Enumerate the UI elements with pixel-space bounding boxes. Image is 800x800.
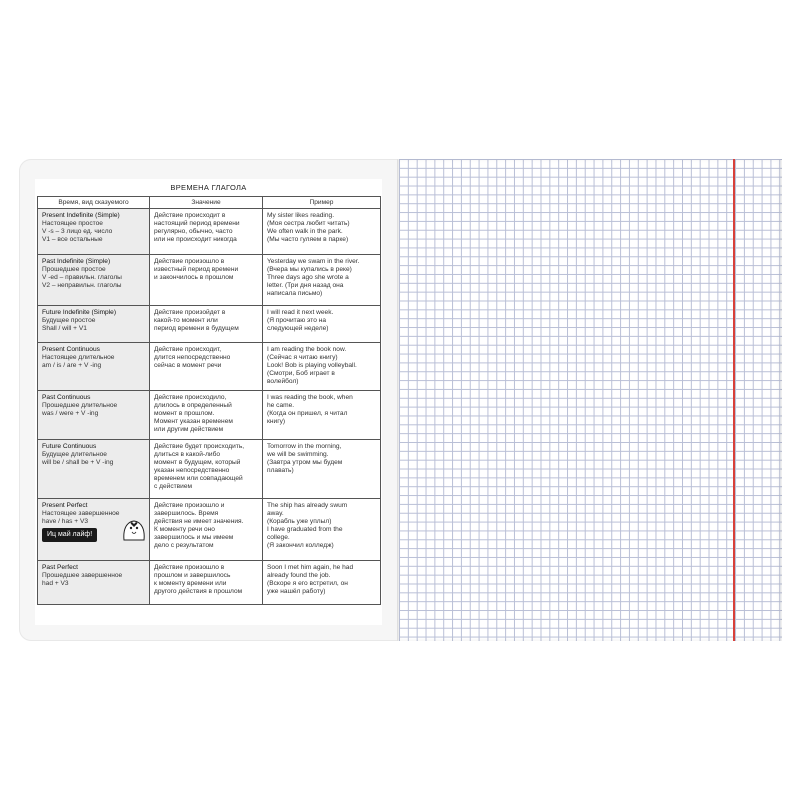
meaning-line: прошлом и завершилось bbox=[154, 572, 231, 579]
example-line: Yesterday we swam in the river. bbox=[267, 258, 360, 265]
example-line: плавать) bbox=[267, 467, 294, 474]
table-row bbox=[38, 343, 381, 391]
table-row bbox=[38, 561, 381, 605]
meaning-line: Действие будет происходить, bbox=[154, 443, 245, 450]
example-line: (Моя сестра любит читать) bbox=[267, 220, 350, 227]
example-cell bbox=[263, 209, 381, 255]
meaning-line: длиться в какой-либо bbox=[154, 451, 221, 458]
meaning-line: с действием bbox=[154, 483, 193, 490]
example-line: away. bbox=[267, 510, 284, 517]
example-line: волейбол) bbox=[267, 378, 299, 385]
tense-name: Present Indefinite (Simple) bbox=[42, 212, 120, 219]
meaning-line: сейчас в момент речи bbox=[154, 362, 222, 369]
header-tense: Время, вид сказуемого bbox=[38, 197, 150, 209]
meaning-cell bbox=[150, 499, 263, 561]
example-line: we will be swimming. bbox=[267, 451, 329, 458]
tense-formula: V1 – все остальные bbox=[42, 236, 103, 243]
tense-formula: V -s – 3 лицо ед. число bbox=[42, 228, 113, 235]
meaning-line: какой-то момент или bbox=[154, 317, 218, 324]
meaning-line: Действие произошло и bbox=[154, 502, 225, 509]
meaning-line: момент в будущем, который bbox=[154, 459, 241, 466]
meaning-line: другого действия в прошлом bbox=[154, 588, 243, 595]
example-line: I will read it next week. bbox=[267, 309, 334, 316]
example-line: college. bbox=[267, 534, 290, 541]
table-row bbox=[38, 306, 381, 343]
tense-formula: will be / shall be + V -ing bbox=[42, 459, 114, 466]
verb-tenses-table bbox=[37, 196, 381, 605]
example-line: already found the job. bbox=[267, 572, 331, 579]
tense-formula: was / were + V -ing bbox=[42, 410, 99, 417]
meaning-line: к моменту времени или bbox=[154, 580, 227, 587]
example-line: (Мы часто гуляем в парке) bbox=[267, 236, 349, 243]
meaning-line: указан непосредственно bbox=[154, 467, 230, 474]
tense-formula: have / has + V3 bbox=[42, 518, 89, 525]
meaning-line: Момент указан временем bbox=[154, 418, 233, 425]
tense-formula: Shall / will + V1 bbox=[42, 325, 87, 332]
example-line: уже нашёл работу) bbox=[267, 588, 326, 595]
tense-cell bbox=[38, 255, 150, 306]
meaning-line: Действие происходит в bbox=[154, 212, 226, 219]
meaning-line: длилось в определенный bbox=[154, 402, 232, 409]
example-cell bbox=[263, 343, 381, 391]
grid-page bbox=[399, 159, 782, 641]
meaning-line: завершилось и мы имеем bbox=[154, 534, 234, 541]
meaning-line: К моменту речи оно bbox=[154, 526, 215, 533]
header-example: Пример bbox=[263, 197, 381, 209]
example-line: Look! Bob is playing volleyball. bbox=[267, 362, 357, 369]
mascot-icon bbox=[121, 518, 147, 542]
example-line: (Смотри, Боб играет в bbox=[267, 370, 335, 377]
meaning-line: известный период времени bbox=[154, 266, 239, 273]
example-cell bbox=[263, 561, 381, 605]
tense-formula: am / is / are + V -ing bbox=[42, 362, 102, 369]
example-line: letter. (Три дня назад она bbox=[267, 282, 344, 289]
meaning-cell bbox=[150, 440, 263, 499]
tense-name: Present Continuous bbox=[42, 346, 100, 353]
meaning-line: Действие произошло в bbox=[154, 258, 225, 265]
example-line: (Когда он пришел, я читал bbox=[267, 410, 348, 417]
example-line: Soon I met him again, he had bbox=[267, 564, 354, 571]
example-cell bbox=[263, 499, 381, 561]
notebook-cover-page bbox=[19, 159, 399, 641]
table-row bbox=[38, 440, 381, 499]
meaning-line: Действие произошло в bbox=[154, 564, 225, 571]
tense-formula: had + V3 bbox=[42, 580, 69, 587]
tense-translation: Настоящее завершенное bbox=[42, 510, 120, 517]
example-line: (Я закончил колледж) bbox=[267, 542, 334, 549]
tense-name: Past Perfect bbox=[42, 564, 78, 571]
meaning-line: период времени в будущем bbox=[154, 325, 239, 332]
example-line: I was reading the book, when bbox=[267, 394, 353, 401]
table-row bbox=[38, 499, 381, 561]
example-line: следующей неделе) bbox=[267, 325, 329, 332]
tense-formula: V -ed – правильн. глаголы bbox=[42, 274, 122, 281]
example-line: (Корабль уже уплыл) bbox=[267, 518, 332, 525]
meaning-cell bbox=[150, 343, 263, 391]
tense-translation: Будущее длительное bbox=[42, 451, 107, 458]
example-cell bbox=[263, 391, 381, 440]
example-line: Tomorrow in the morning, bbox=[267, 443, 342, 450]
example-line: Three days ago she wrote a bbox=[267, 274, 349, 281]
grammar-table-sheet bbox=[35, 179, 382, 625]
tense-cell bbox=[38, 306, 150, 343]
meaning-cell bbox=[150, 209, 263, 255]
example-line: написала письмо) bbox=[267, 290, 323, 297]
example-line: My sister likes reading. bbox=[267, 212, 335, 219]
meaning-cell bbox=[150, 391, 263, 440]
meaning-line: дело с результатом bbox=[154, 542, 214, 549]
example-line: книгу) bbox=[267, 418, 286, 425]
tense-translation: Прошедшее простое bbox=[42, 266, 106, 273]
tense-cell bbox=[38, 561, 150, 605]
tense-translation: Настоящее простое bbox=[42, 220, 103, 227]
tense-name: Future Indefinite (Simple) bbox=[42, 309, 117, 316]
example-line: (Завтра утром мы будем bbox=[267, 459, 343, 466]
example-line: (Я прочитаю это на bbox=[267, 317, 327, 324]
red-margin-line bbox=[733, 159, 735, 641]
example-cell bbox=[263, 306, 381, 343]
tense-cell bbox=[38, 391, 150, 440]
meaning-line: действия не имеет значения. bbox=[154, 518, 244, 525]
example-line: The ship has already swum bbox=[267, 502, 348, 509]
example-line: he came. bbox=[267, 402, 295, 409]
tense-cell bbox=[38, 440, 150, 499]
meaning-cell bbox=[150, 561, 263, 605]
tense-cell bbox=[38, 499, 150, 561]
tense-cell bbox=[38, 209, 150, 255]
tense-name: Present Perfect bbox=[42, 502, 88, 509]
tense-translation: Прошедшее длительное bbox=[42, 402, 118, 409]
tense-name: Future Continuous bbox=[42, 443, 97, 450]
example-line: (Вскоре я его встретил, он bbox=[267, 580, 348, 587]
example-line: I have graduated from the bbox=[267, 526, 343, 533]
tense-formula: V2 – неправильн. глаголы bbox=[42, 282, 122, 289]
tense-name: Past Continuous bbox=[42, 394, 91, 401]
meaning-line: Действие происходило, bbox=[154, 394, 227, 401]
tense-translation: Будущее простое bbox=[42, 317, 96, 324]
table-title: ВРЕМЕНА ГЛАГОЛА bbox=[170, 183, 247, 192]
sticker-label: Иц май лайф! bbox=[42, 528, 97, 542]
meaning-line: момент в прошлом. bbox=[154, 410, 215, 417]
meaning-line: и закончилось в прошлом bbox=[154, 274, 234, 281]
meaning-line: или другим действием bbox=[154, 426, 224, 433]
meaning-cell bbox=[150, 306, 263, 343]
header-meaning: Значение bbox=[150, 197, 263, 209]
example-line: We often walk in the park. bbox=[267, 228, 343, 235]
example-line: (Вчера мы купались в реке) bbox=[267, 266, 352, 273]
example-cell bbox=[263, 255, 381, 306]
meaning-line: или не происходит никогда bbox=[154, 236, 237, 243]
table-row bbox=[38, 209, 381, 255]
meaning-line: регулярно, обычно, часто bbox=[154, 228, 233, 235]
tense-name: Past Indefinite (Simple) bbox=[42, 258, 111, 265]
meaning-line: временем или совпадающей bbox=[154, 475, 243, 482]
example-line: (Сейчас я читаю книгу) bbox=[267, 354, 338, 361]
meaning-cell bbox=[150, 255, 263, 306]
example-cell bbox=[263, 440, 381, 499]
table-row bbox=[38, 391, 381, 440]
meaning-line: длится непосредственно bbox=[154, 354, 231, 361]
meaning-line: Действие происходит, bbox=[154, 346, 222, 353]
meaning-line: завершилось. Время bbox=[154, 510, 219, 517]
tense-translation: Прошедшее завершенное bbox=[42, 572, 123, 579]
table-header-row bbox=[38, 197, 381, 209]
meaning-line: Действие произойдет в bbox=[154, 309, 226, 316]
example-line: I am reading the book now. bbox=[267, 346, 347, 353]
meaning-line: настоящий период времени bbox=[154, 220, 240, 227]
tense-cell bbox=[38, 343, 150, 391]
tense-translation: Настоящее длительное bbox=[42, 354, 115, 361]
table-row bbox=[38, 255, 381, 306]
